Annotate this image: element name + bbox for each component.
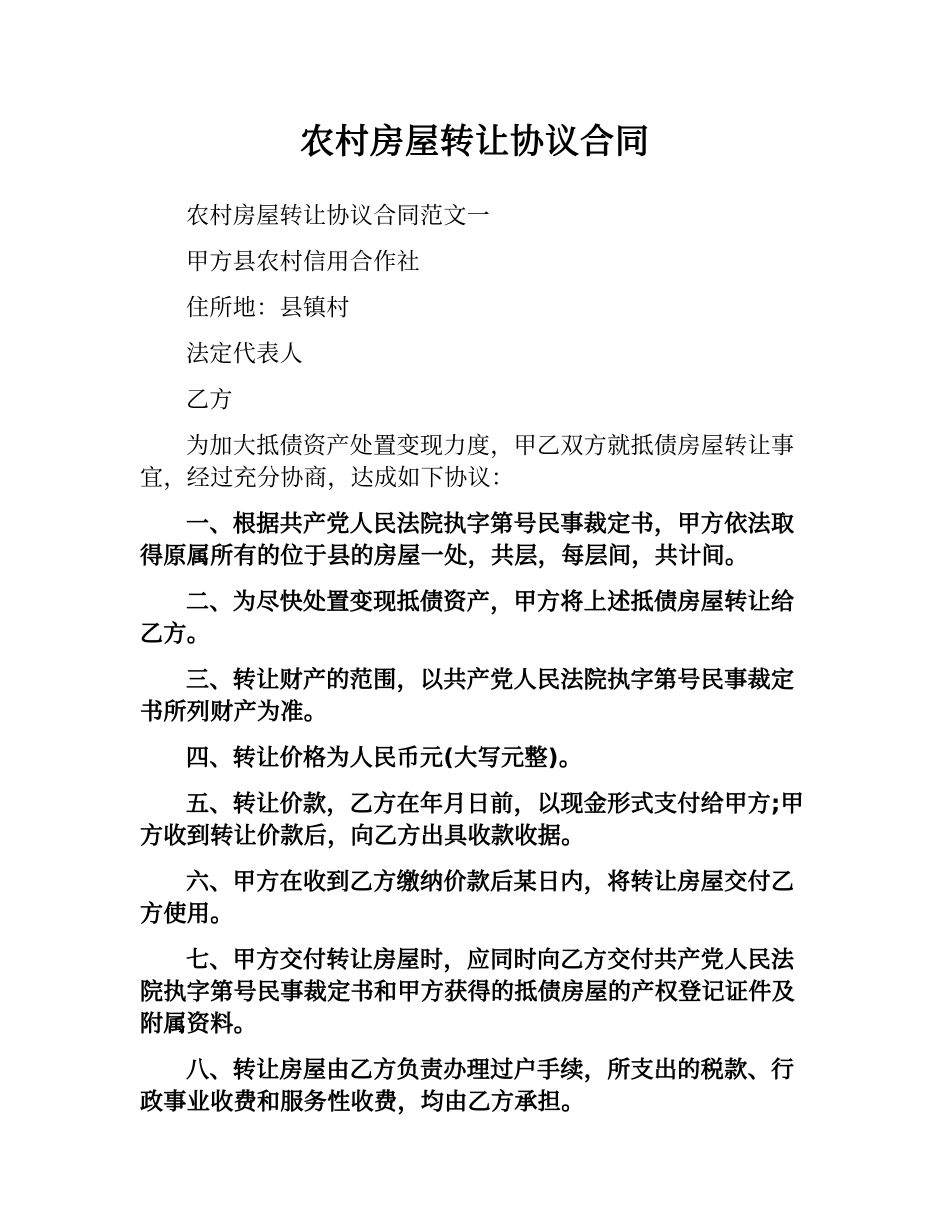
document-body [140, 200, 810, 1132]
paragraph-preamble: 为加大抵债资产处置变现力度，甲乙双方就抵债房屋转让事宜，经过充分协商，达成如下协议： [140, 433, 795, 491]
clause-1: 一、根据共产党人民法院执字第号民事裁定书，甲方依法取得原属所有的位于县的房屋一处，共层，每层间，共计间。 [140, 511, 795, 569]
paragraph-party-a: 甲方县农村信用合作社 [186, 249, 420, 275]
clause-3: 三、转让财产的范围，以共产党人民法院执字第号民事裁定书所列财产为准。 [140, 667, 795, 725]
clause-5: 五、转让价款，乙方在年月日前，以现金形式支付给甲方;甲方收到转让价款后，向乙方出具收款收据。 [140, 791, 804, 849]
document-title: 农村房屋转让协议合同 [300, 122, 650, 162]
clause-4: 四、转让价格为人民币元(大写元整)。 [186, 745, 583, 771]
paragraph-legal-representative: 法定代表人 [186, 341, 303, 367]
clause-6: 六、甲方在收到乙方缴纳价款后某日内，将转让房屋交付乙方使用。 [140, 869, 795, 927]
paragraph-template-heading: 农村房屋转让协议合同范文一 [186, 203, 491, 229]
paragraph-address: 住所地：县镇村 [186, 295, 350, 321]
clause-8: 八、转让房屋由乙方负责办理过户手续，所支出的税款、行政事业收费和服务性收费，均由乙方承担。 [140, 1057, 795, 1115]
clause-2: 二、为尽快处置变现抵债资产，甲方将上述抵债房屋转让给乙方。 [140, 589, 795, 647]
paragraph-party-b: 乙方 [186, 387, 233, 413]
clause-7: 七、甲方交付转让房屋时，应同时向乙方交付共产党人民法院执字第号民事裁定书和甲方获得的抵债房屋的产权登记证件及附属资料。 [140, 947, 796, 1037]
